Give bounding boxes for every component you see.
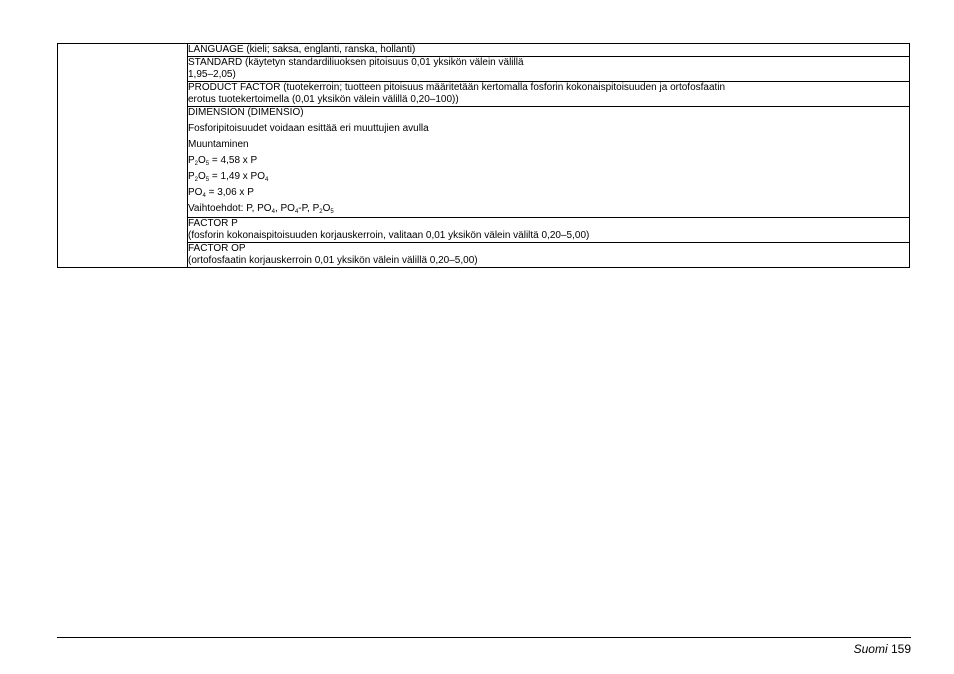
product-factor-line2: erotus tuotekertoimella (0,01 yksikön välein välillä 0,20–100)): [188, 94, 459, 105]
dimension-title: DIMENSION (DIMENSIO): [188, 107, 304, 118]
factor-op-row: [188, 243, 910, 268]
language-row: [188, 44, 910, 57]
settings-table: [57, 43, 910, 268]
standard-row: [188, 57, 910, 82]
formula-p2o5-p: $P_2O_5 = 4,58$ x P: [188, 155, 258, 167]
factor-p-row: [188, 218, 910, 243]
product-factor-row: [188, 82, 910, 107]
conversion-label: Muuntaminen: [188, 139, 249, 150]
footer-language: Suomi: [853, 642, 888, 656]
factor-p-title: FACTOR P: [188, 218, 238, 229]
standard-line1: STANDARD (käytetyn standardiliuoksen pitoisuus 0,01 yksikön välein välillä: [188, 57, 524, 68]
standard-line2: 1,95–2,05): [188, 69, 236, 80]
formula-po4-p: $PO_4 = 3,06$ x P: [188, 187, 254, 199]
product-factor-line1: PRODUCT FACTOR (tuotekerroin; tuotteen pitoisuus määritetään kertomalla fosforin kokonaispitoisuuden ja ortofosfaatin: [188, 82, 726, 93]
dimension-options: Vaihtoehdot: P, $PO_4$, $PO_4-P$, $P_2O_5$: [188, 203, 334, 215]
dimension-intro: Fosforipitoisuudet voidaan esittää eri muuttujien avulla: [188, 123, 429, 134]
footer-rule: [57, 637, 911, 638]
formula-p2o5-po4: $P_2O_5 = 1,49$ x $PO_4$: [188, 171, 269, 183]
dimension-row: [188, 107, 910, 218]
factor-p-description: (fosforin kokonaispitoisuuden korjauskerroin, valitaan 0,01 yksikön välein väliltä 0,20–5,00): [188, 230, 590, 241]
page-footer: [854, 642, 911, 656]
factor-op-description: (ortofosfaatin korjauskerroin 0,01 yksikön välein välillä 0,20–5,00): [188, 255, 478, 266]
page-number: 159: [890, 642, 911, 656]
language-text: LANGUAGE (kieli; saksa, englanti, ranska, hollanti): [188, 44, 416, 55]
empty-label-cell: [58, 44, 188, 268]
factor-op-title: FACTOR OP: [188, 243, 246, 254]
